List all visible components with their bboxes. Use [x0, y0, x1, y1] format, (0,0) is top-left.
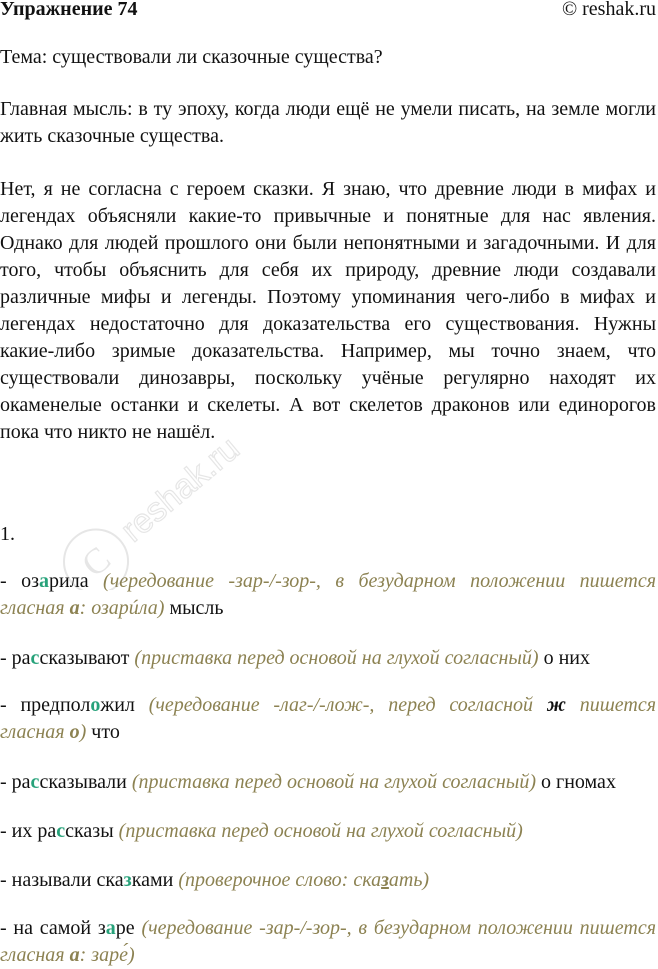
highlight-letter: с: [30, 771, 40, 793]
phrase-tail: мысль: [164, 597, 224, 619]
word-suffix: сказывают: [39, 647, 130, 669]
list-item: [0, 867, 656, 894]
word-suffix: сказывали: [39, 771, 127, 793]
comment-text: (проверочное слово: ска: [178, 869, 382, 891]
comment-text: (чередование -лаг-/-лож-, перед согласной: [148, 694, 547, 716]
list-item: [0, 818, 656, 845]
comment-bold-letter: а: [69, 597, 80, 619]
word-prefix: - их ра: [0, 820, 57, 842]
list-item: [0, 568, 656, 622]
rule-comment: [0, 570, 656, 619]
phrase-tail: что: [86, 721, 120, 743]
comment-text: (чередование -зар-/-зор-, в безударном положении пишется гласная: [0, 570, 657, 619]
highlight-letter: с: [30, 647, 40, 669]
exercise-title: Упражнение 74: [0, 0, 138, 20]
list-item: [0, 692, 656, 746]
topic-line: Тема: существовали ли сказочные существа?: [0, 46, 383, 68]
section-number: 1.: [0, 523, 15, 545]
list-item: [0, 645, 656, 672]
word-prefix: - ра: [0, 771, 31, 793]
word-prefix: - ра: [0, 647, 31, 669]
rule-comment: (приставка перед основой на глухой согласный): [118, 820, 523, 842]
highlight-letter: о: [90, 694, 101, 716]
list-item: [0, 915, 656, 969]
rule-comment: [178, 869, 429, 891]
word-prefix: - называли ска: [0, 869, 124, 891]
word-prefix: - оз: [0, 570, 40, 592]
comment-underlined-letter: з: [381, 869, 389, 891]
word-suffix: ками: [131, 869, 174, 891]
watermark-text: reshak.ru: [113, 429, 247, 550]
highlight-letter: а: [105, 917, 116, 939]
comment-text: : озарúла): [79, 597, 165, 619]
essay-paragraph: Нет, я не согласна с героем сказки. Я знаю, что древние люди в мифах и легендах объясняли какие-то привычные и понятные для нас явления. Однако для людей прошлого они были непонятными и загадочными. И для того, чтобы объяснить для себя их природу, древние люди создавали различные мифы и легенды. Поэтому упоминания чего-либо в мифах и легендах недостаточно для доказательства его существования. Нужны какие-либо зримые доказательства. Например, мы точно знаем, что существовали динозавры, поскольку учёные регулярно находят их окаменелые останки и скелеты. А вот скелетов драконов или единорогов пока что никто не нашёл.: [0, 178, 656, 443]
word-suffix: ре: [115, 917, 135, 939]
comment-text: (чередование -зар-/-зор-, в безударном положении пишется гласная: [0, 917, 657, 966]
phrase-tail: о гномах: [536, 771, 616, 793]
copyright-symbol: C: [73, 538, 119, 585]
comment-text: пишется гласная: [0, 694, 657, 743]
word-prefix: - предпол: [0, 694, 91, 716]
rule-comment: (приставка перед основой на глухой согласный): [134, 647, 539, 669]
page-header: [0, 0, 658, 24]
list-item: [0, 769, 656, 796]
phrase-tail: о них: [538, 647, 590, 669]
highlight-letter: а: [39, 570, 50, 592]
comment-text: ): [79, 721, 87, 743]
highlight-letter: с: [56, 820, 66, 842]
highlight-letter: з: [123, 869, 132, 891]
comment-bold-letter: о: [69, 721, 80, 743]
main-idea-paragraph: Главная мысль: в ту эпоху, когда люди ещё не умели писать, на земле могли жить сказочные существа.: [0, 98, 656, 147]
comment-text: ать): [388, 869, 430, 891]
comment-bold-letter: ж: [546, 694, 566, 716]
comment-text: : заре́): [79, 944, 135, 966]
word-suffix: жил: [100, 694, 135, 716]
word-prefix: - на самой з: [0, 917, 106, 939]
rule-comment: (приставка перед основой на глухой согласный): [131, 771, 537, 793]
word-suffix: сказы: [65, 820, 114, 842]
comment-bold-letter: а: [69, 944, 80, 966]
word-suffix: рила: [49, 570, 89, 592]
copyright-label: © reshak.ru: [561, 0, 656, 20]
